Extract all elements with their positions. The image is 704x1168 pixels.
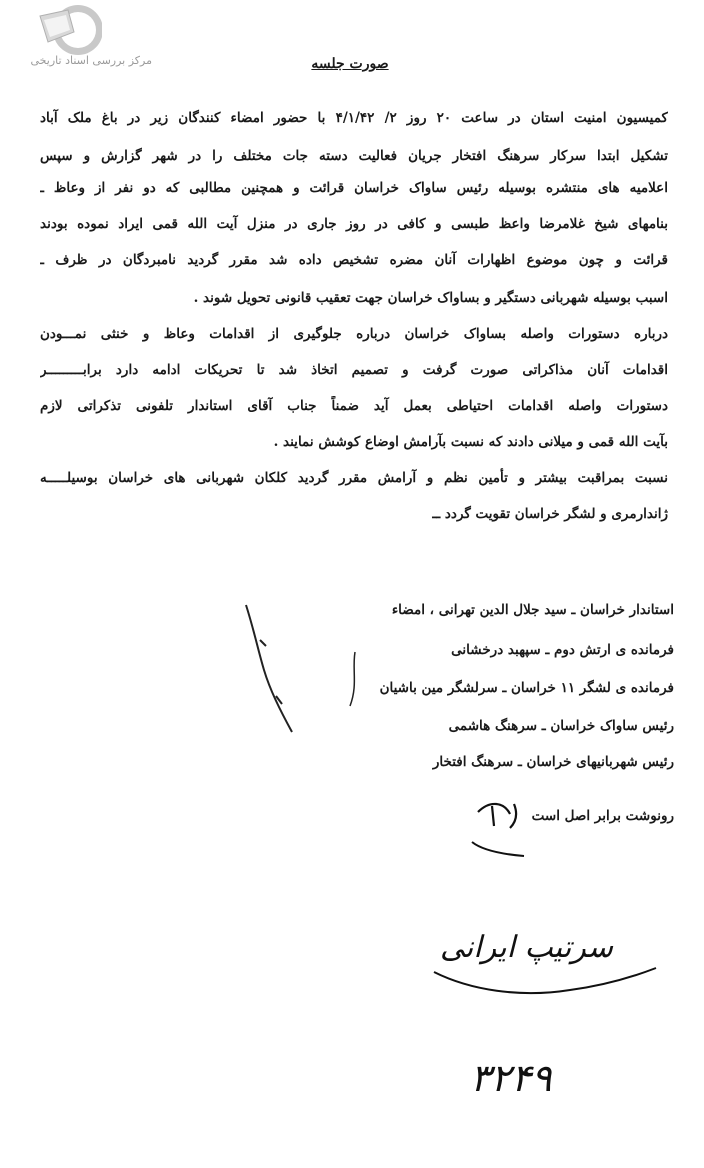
copy-initial-mark [470,792,526,862]
signature-flourish [430,960,660,1010]
signatory-line: استاندار خراسان ـ سید جلال الدین تهرانی ، امضاء [391,602,674,618]
copy-note: رونوشت برابر اصل است [531,808,674,824]
handwritten-number: ۳۲۴۹ [470,1056,552,1100]
paragraph-line: اسبب بوسیله شهربانی دستگیر و بساواک خراسان جهت تعقیب قانونی تحویل شوند . [193,290,668,306]
signatory-line: فرمانده ی لشگر ۱۱ خراسان ـ سرلشگر مین باشیان [379,680,674,696]
signatory-line: رئیس شهربانیهای خراسان ـ سرهنگ افتخار [432,754,674,770]
handwritten-signature: سرتیپ ایرانی [440,930,614,965]
paragraph-line: نسبت بمراقبت بیشتر و تأمین نظم و آرامش مقرر گردید کلکان شهربانی های خراسان بوسیلـــــه [40,470,668,486]
paragraph-line: درباره دستورات واصله بساواک خراسان درباره جلوگیری از اقدامات وعاظ و خنثی نمـــودن [40,326,668,342]
margin-signature-marks [236,600,306,740]
archive-logo-icon [34,2,102,58]
paragraph-line: دستورات واصله اقدامات احتیاطی بعمل آید ضمناً جناب آقای استاندار تلفونی تذکراتی لازم [40,398,668,414]
paragraph-line: اقدامات آنان مذاکراتی صورت گرفت و تصمیم اتخاذ شد تا تحریکات ادامه دارد برابـــــــــر [40,362,668,378]
paragraph-line: قرائت و چون موضوع اظهارات آنان مضره تشخیص داده شد مقرر گردید نامبردگان در ظرف ـ [40,252,668,268]
document-title: صورت جلسه [311,56,389,72]
paragraph-line: ژاندارمری و لشگر خراسان تقویت گردد ــ [432,506,668,522]
initial-mark [340,650,370,710]
watermark-caption: مرکز بررسی اسناد تاریخی [30,54,152,67]
signatory-line: رئیس ساواک خراسان ـ سرهنگ هاشمی [448,718,674,734]
paragraph-line: اعلامیه های منتشره بوسیله رئیس ساواک خراسان قرائت و همچنین مطالبی که دو نفر از وعاظ ـ [40,180,668,196]
signatory-line: فرمانده ی ارتش دوم ـ سپهبد درخشانی [451,642,674,658]
paragraph-line: بآیت الله قمی و میلانی دادند که نسبت بآرامش اوضاع کوشش نمایند . [273,434,668,450]
paragraph-line: کمیسیون امنیت استان در ساعت ۲۰ روز ۲/ ۴/۱/۴۲ با حضور امضاء کنندگان زیر در باغ ملک آباد [40,110,668,126]
paragraph-line: تشکیل ابتدا سرکار سرهنگ افتخار جریان فعالیت دسته جات مختلف را در شهر گزارش و سپس [40,148,668,164]
paragraph-line: بنامهای شیخ غلامرضا واعظ طبسی و کافی در روز جاری در منزل آیت الله قمی ایراد نموده بودند [40,216,668,232]
